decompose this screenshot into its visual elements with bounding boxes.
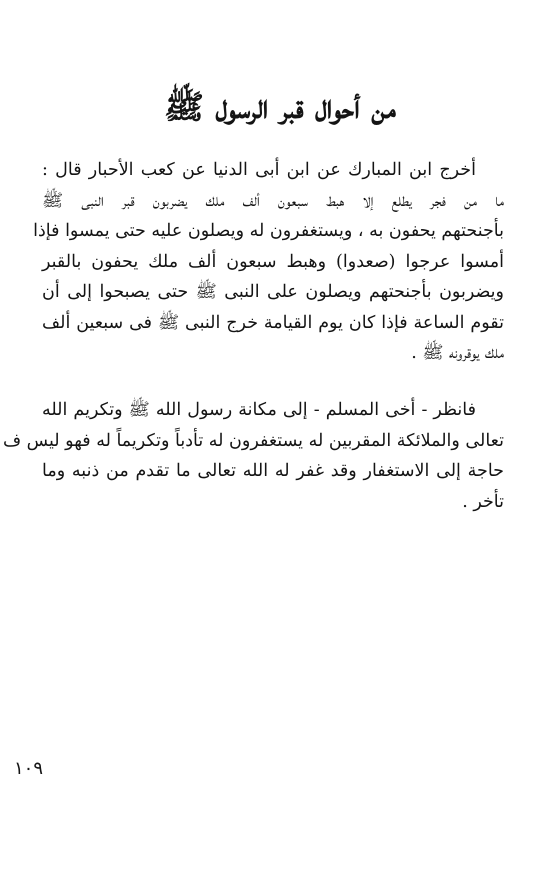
text-line: بأجنحتهم يحفون به ، ويستغفرون له ويصلون عليه حتى يمسوا فإذا — [33, 221, 504, 241]
page-title: من أحوال قبر الرسول ﷺ — [164, 87, 396, 126]
text-line: تعالى والملائكة المقربين له يستغفرون له تأدباً وتكريماً له فهو ليس ف — [2, 430, 504, 451]
text-line: فانظر - أخى المسلم - إلى مكانة رسول الله ﷺ وتكريم الله — [42, 400, 476, 420]
text-line: أخرج ابن المبارك عن ابن أبى الدنيا عن كعب الأحبار قال : — [42, 160, 476, 180]
text-line: ما من فجر يطلع إلا هبط سبعون ألف ملك يضربون قبر النبى ﷺ — [42, 190, 504, 211]
text-line: تأخر . — [462, 491, 504, 512]
text-line: أمسوا عرجوا (صعدوا) وهبط سبعون ألف ملك يحفون بالقبر — [42, 251, 504, 272]
paragraph-kaab-narration — [33, 155, 505, 369]
page-number: ١٠٩ — [14, 758, 44, 779]
paragraph-reflection — [2, 395, 504, 517]
text-line: ويضربون بأجنحتهم ويصلون على النبى ﷺ حتى يصبحوا إلى أن — [42, 282, 504, 302]
text-line: تقوم الساعة فإذا كان يوم القيامة خرج النبى ﷺ فى سبعين ألف — [42, 312, 505, 333]
text-line: ملك يوقرونه ﷺ . — [411, 343, 504, 363]
text-line: حاجة إلى الاستغفار وقد غفر له الله تعالى ما تقدم من ذنبه وما — [42, 461, 504, 481]
